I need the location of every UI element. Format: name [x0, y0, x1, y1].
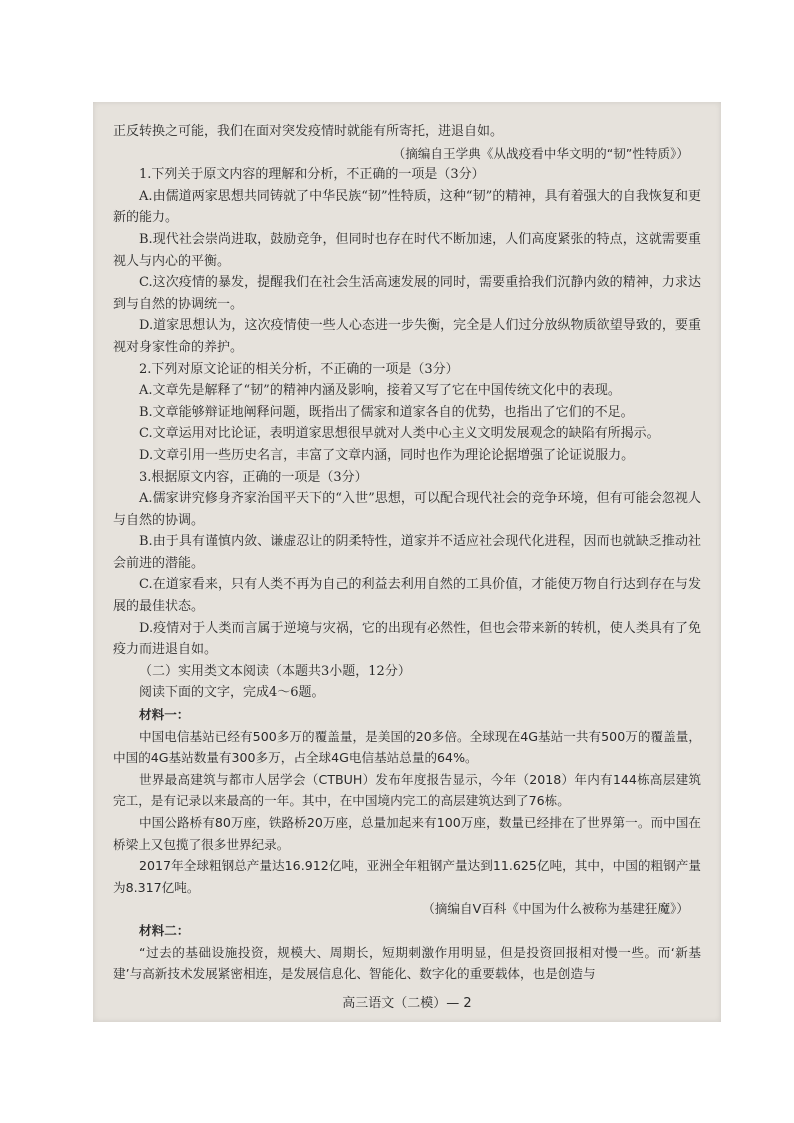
- question-3-option-a: A.儒家讲究修身齐家治国平天下的“入世”思想，可以配合现代社会的竞争环境，但有可能会忽视人与自然的协调。: [113, 491, 701, 528]
- page-content: [113, 121, 701, 985]
- section-heading: （二）实用类文本阅读（本题共3小题，12分）: [139, 663, 411, 679]
- question-3-option-d: D.疫情对于人类而言属于逆境与灾祸，它的出现有必然性，但也会带来新的转机，使人类具有了免疫力而进退自如。: [113, 620, 701, 658]
- section-instruction: 阅读下面的文字，完成4～6题。: [139, 685, 325, 701]
- text-line: 正反转换之可能，我们在面对突发疫情时就能有所寄托，进退自如。: [113, 124, 504, 139]
- exam-page: [93, 102, 721, 1022]
- material-1-paragraph: 中国电信基站已经有500多万的覆盖量，是美国的20多倍。全球现在4G基站一共有500万的覆盖量，中国的4G基站数量有300多万，占全球4G电信基站总量的64%。: [113, 728, 701, 766]
- question-1-stem: 1.下列关于原文内容的理解和分析，不正确的一项是（3分）: [139, 167, 485, 183]
- source-citation: （摘编自王学典《从战疫看中华文明的“韧”性特质》）: [392, 145, 689, 161]
- material-2-paragraph: “过去的基础设施投资，规模大、周期长，短期刺激作用明显，但是投资回报相对慢一些。而‘新基建’与高新技术发展紧密相连，是发展信息化、智能化、数字化的重要载体，也是创造与: [113, 944, 701, 982]
- material-2-heading: 材料二：: [139, 922, 190, 938]
- question-1-option-d: D.道家思想认为，这次疫情使一些人心态进一步失衡，完全是人们过分放纵物质欲望导致的，要重视对身家性命的养护。: [113, 318, 701, 355]
- question-2-option-b: B.文章能够辩证地阐释问题，既指出了儒家和道家各自的优势，也指出了它们的不足。: [139, 404, 634, 420]
- question-3-stem: 3.根据原文内容，正确的一项是（3分）: [139, 469, 368, 485]
- page-footer: 高三语文（二模）— 2: [342, 996, 472, 1011]
- question-3-option-c: C.在道家看来，只有人类不再为自己的利益去利用自然的工具价值，才能使万物自行达到存在与发展的最佳状态。: [113, 577, 701, 615]
- question-1-option-c: C.这次疫情的暴发，提醒我们在社会生活高速发展的同时，需要重拾我们沉静内敛的精神，力求达到与自然的协调统一。: [113, 275, 701, 312]
- question-2-option-c: C.文章运用对比论证，表明道家思想很早就对人类中心主义文明发展观念的缺陷有所揭示。: [139, 426, 660, 442]
- material-1-paragraph: 2017年全球粗钢总产量达16.912亿吨，亚洲全年粗钢产量达到11.625亿吨，其中，中国的粗钢产量为8.317亿吨。: [113, 858, 701, 895]
- material-1-paragraph: 中国公路桥有80万座，铁路桥20万座，总量加起来有100万座，数量已经排在了世界第一。而中国在桥梁上又包揽了很多世界纪录。: [113, 815, 701, 852]
- question-1-option-b: B.现代社会崇尚进取，鼓励竞争，但同时也存在时代不断加速，人们高度紧张的特点，这就需要重视人与内心的平衡。: [113, 231, 701, 269]
- source-citation: （摘编自V百科《中国为什么被称为基建狂魔》）: [422, 901, 689, 917]
- material-1-paragraph: 世界最高建筑与都市人居学会（CTBUH）发布年度报告显示，今年（2018）年内有144栋高层建筑完工，是有记录以来最高的一年。其中，在中国境内完工的高层建筑达到了76栋。: [113, 771, 701, 809]
- question-2-stem: 2.下列对原文论证的相关分析，不正确的一项是（3分）: [139, 361, 459, 377]
- question-2-option-d: D.文章引用一些历史名言，丰富了文章内涵，同时也作为理论论据增强了论证说服力。: [139, 447, 635, 463]
- question-3-option-b: B.由于具有谨慎内敛、谦虚忍让的阴柔特性，道家并不适应社会现代化进程，因而也就缺乏推动社会前进的潜能。: [113, 534, 701, 571]
- question-2-option-a: A.文章先是解释了“韧”的精神内涵及影响，接着又写了它在中国传统文化中的表现。: [139, 383, 621, 399]
- material-1-heading: 材料一：: [139, 707, 190, 723]
- question-1-option-a: A.由儒道两家思想共同铸就了中华民族“韧”性特质，这种“韧”的精神，具有着强大的自我恢复和更新的能力。: [113, 188, 701, 226]
